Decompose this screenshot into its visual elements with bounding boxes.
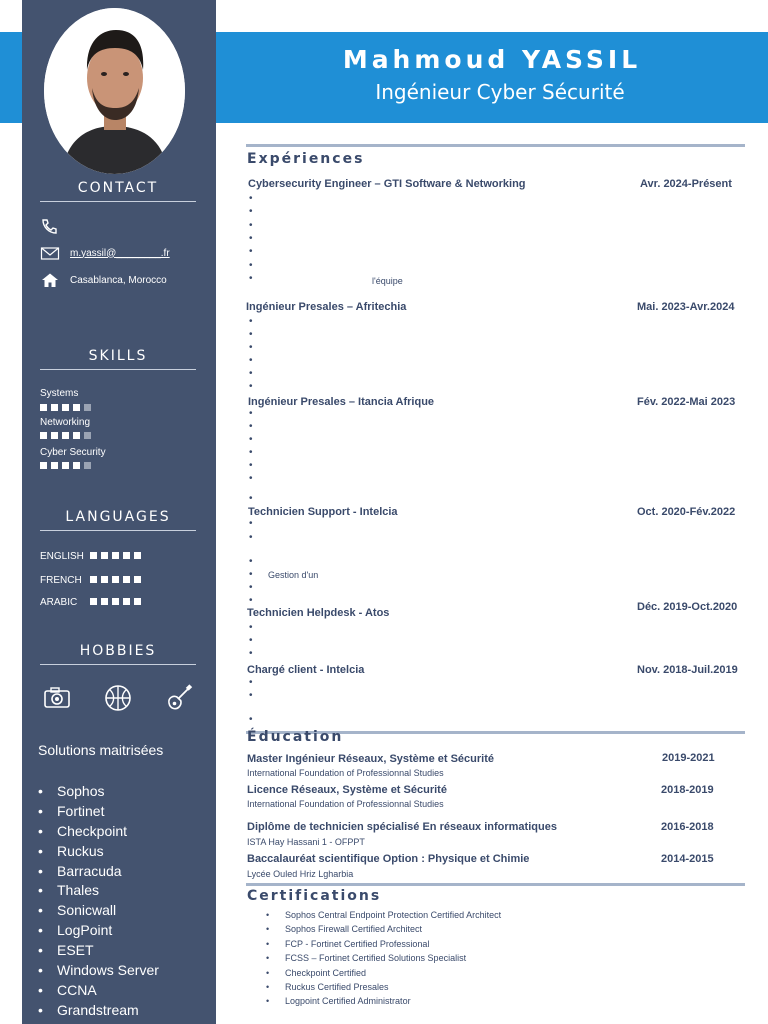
education-title: Diplôme de technicien spécialisé En réseaux informatiques xyxy=(247,821,557,833)
job-title: Chargé client - Intelcia xyxy=(247,664,365,676)
rating-dot xyxy=(51,462,58,469)
bullet: • xyxy=(249,493,253,504)
solution-item: • Sophos xyxy=(38,783,105,799)
bullet: • xyxy=(249,595,253,606)
rating-dot xyxy=(112,576,119,583)
job-date: Nov. 2018-Juil.2019 xyxy=(637,664,738,676)
job-title: Technicien Helpdesk - Atos xyxy=(247,607,390,619)
rating-dot xyxy=(62,432,69,439)
job-title: Technicien Support - Intelcia xyxy=(248,506,398,518)
language-label: ARABIC xyxy=(40,597,78,608)
education-title: Master Ingénieur Réseaux, Système et Sécurité xyxy=(247,753,494,765)
rating-dot xyxy=(84,432,91,439)
education-date: 2016-2018 xyxy=(661,821,714,833)
bullet: • xyxy=(249,220,253,231)
bullet: • xyxy=(249,246,253,257)
language-rating xyxy=(90,552,141,559)
bullet: • xyxy=(249,582,253,593)
education-date: 2018-2019 xyxy=(661,784,714,796)
rating-dot xyxy=(73,432,80,439)
language-label: FRENCH xyxy=(40,575,82,586)
rating-dot xyxy=(84,462,91,469)
solution-item: • Fortinet xyxy=(38,802,105,819)
languages-heading: LANGUAGES xyxy=(65,509,171,525)
bullet: • xyxy=(249,532,253,543)
certification-item: • Checkpoint Certified xyxy=(266,967,367,978)
solution-item: • Thales xyxy=(38,882,100,899)
solution-item: • ESET xyxy=(38,942,94,959)
rating-dot xyxy=(51,404,58,411)
bullet: • xyxy=(249,355,253,366)
job-date: Avr. 2024-Présent xyxy=(640,178,732,190)
rating-dot xyxy=(90,576,97,583)
solutions-title: Solutions maitrisées xyxy=(38,742,164,758)
solution-item: • LogPoint xyxy=(38,922,113,939)
home-icon xyxy=(40,272,62,288)
skill-label: Networking xyxy=(40,417,91,428)
bullet: • xyxy=(249,193,253,204)
bullet: • xyxy=(249,635,253,646)
certifications-rule xyxy=(246,883,745,886)
location-text: Casablanca, Morocco xyxy=(70,274,167,286)
certification-item: • Logpoint Certified Administrator xyxy=(266,996,411,1007)
bullet: • xyxy=(249,273,253,284)
mail-icon xyxy=(40,245,62,261)
job-date: Déc. 2019-Oct.2020 xyxy=(637,601,738,613)
solution-item: • Barracuda xyxy=(38,862,122,879)
education-date: 2019-2021 xyxy=(662,752,715,764)
skills-heading: SKILLS xyxy=(88,348,148,364)
solution-item: • Ruckus xyxy=(38,842,104,859)
rating-dot xyxy=(73,404,80,411)
education-school: International Foundation of Professionnal Studies xyxy=(247,799,444,809)
rating-dot xyxy=(101,576,108,583)
rating-dot xyxy=(134,576,141,583)
bullet: • xyxy=(249,690,253,701)
education-heading: Éducation xyxy=(247,729,344,745)
skill-rating xyxy=(40,404,91,411)
rating-dot xyxy=(123,552,130,559)
job-date: Oct. 2020-Fév.2022 xyxy=(637,506,736,518)
bullet: • xyxy=(249,316,253,327)
bullet: • xyxy=(249,648,253,659)
bullet: • xyxy=(249,434,253,445)
basketball-icon xyxy=(103,683,133,713)
hobbies-rule xyxy=(40,664,196,665)
sidebar xyxy=(22,0,216,1024)
rating-dot xyxy=(62,462,69,469)
solution-item: • Grandstream xyxy=(38,1001,139,1018)
rating-dot xyxy=(90,598,97,605)
candidate-title: Ingénieur Cyber Sécurité xyxy=(375,80,625,104)
bullet: • xyxy=(249,714,253,725)
languages-rule xyxy=(40,530,196,531)
contact-phone xyxy=(40,218,70,234)
bullet: • xyxy=(249,421,253,432)
profile-photo-illustration xyxy=(44,8,185,174)
bullet: • xyxy=(249,447,253,458)
job-date: Mai. 2023-Avr.2024 xyxy=(637,301,735,313)
bullet: • xyxy=(249,622,253,633)
bullet: • xyxy=(249,460,253,471)
solutions-list xyxy=(38,782,159,1021)
solution-item: • Sonicwall xyxy=(38,902,117,919)
skill-label: Cyber Security xyxy=(40,447,106,458)
rating-dot xyxy=(84,404,91,411)
bullet: • xyxy=(249,329,253,340)
rating-dot xyxy=(40,462,47,469)
certifications-list xyxy=(266,908,501,1009)
rating-dot xyxy=(62,404,69,411)
skill-label: Systems xyxy=(40,388,79,399)
contact-heading: CONTACT xyxy=(77,180,159,196)
job-date: Fév. 2022-Mai 2023 xyxy=(637,396,736,408)
bullet: • xyxy=(249,206,253,217)
education-school: International Foundation of Professionnal Studies xyxy=(247,768,444,778)
solution-item: • CCNA xyxy=(38,981,97,998)
education-school: ISTA Hay Hassani 1 - OFPPT xyxy=(247,837,365,847)
solution-item: • Checkpoint xyxy=(38,822,128,839)
bullet: • xyxy=(249,260,253,271)
experiences-heading: Expériences xyxy=(247,151,365,167)
rating-dot xyxy=(112,598,119,605)
phone-icon xyxy=(40,218,62,234)
certification-item: • FCSS – Fortinet Certified Solutions Specialist xyxy=(266,953,467,964)
profile-photo xyxy=(44,8,185,174)
bullet: • xyxy=(249,677,253,688)
language-rating xyxy=(90,598,141,605)
experiences-rule xyxy=(246,144,745,147)
education-title: Baccalauréat scientifique Option : Physique et Chimie xyxy=(247,853,530,865)
skill-rating xyxy=(40,432,91,439)
job-title: Ingénieur Presales – Afritechia xyxy=(246,301,407,313)
rating-dot xyxy=(134,598,141,605)
language-rating xyxy=(90,576,141,583)
education-school: Lycée Ouled Hriz Lgharbia xyxy=(247,869,354,879)
rating-dot xyxy=(40,404,47,411)
rating-dot xyxy=(123,598,130,605)
rating-dot xyxy=(51,432,58,439)
contact-email[interactable] xyxy=(40,245,170,261)
rating-dot xyxy=(40,432,47,439)
bullet: • xyxy=(249,368,253,379)
certification-item: • Sophos Firewall Certified Architect xyxy=(266,924,423,935)
rating-dot xyxy=(123,576,130,583)
contact-location xyxy=(40,272,167,288)
certifications-heading: Certifications xyxy=(247,888,382,904)
rating-dot xyxy=(112,552,119,559)
job-note: Gestion d'un xyxy=(268,570,319,580)
job-note: l'équipe xyxy=(372,276,403,286)
rating-dot xyxy=(101,552,108,559)
bullet: • xyxy=(249,473,253,484)
bullet: • xyxy=(249,342,253,353)
guitar-icon xyxy=(164,683,194,713)
hobbies-heading: HOBBIES xyxy=(79,643,157,659)
bullet: • xyxy=(249,408,253,419)
certification-item: • Ruckus Certified Presales xyxy=(266,981,389,992)
solution-item: • Windows Server xyxy=(38,962,159,979)
bullet: • xyxy=(249,381,253,392)
email-link[interactable]: m.yassil@________.fr xyxy=(70,247,170,259)
skill-rating xyxy=(40,462,91,469)
rating-dot xyxy=(90,552,97,559)
rating-dot xyxy=(134,552,141,559)
education-title: Licence Réseaux, Système et Sécurité xyxy=(247,784,447,796)
certification-item: • Sophos Central Endpoint Protection Certified Architect xyxy=(266,910,502,920)
skills-rule xyxy=(40,369,196,370)
camera-icon xyxy=(42,683,72,713)
job-title: Ingénieur Presales – Itancia Afrique xyxy=(248,396,435,408)
bullet: • xyxy=(249,233,253,244)
bullet: • xyxy=(249,518,253,529)
bullet: • xyxy=(249,569,253,580)
language-label: ENGLISH xyxy=(40,551,84,562)
certification-item: • FCP - Fortinet Certified Professional xyxy=(266,938,430,949)
contact-rule xyxy=(40,201,196,202)
rating-dot xyxy=(101,598,108,605)
education-date: 2014-2015 xyxy=(661,853,714,865)
bullet: • xyxy=(249,556,253,567)
candidate-name: Mahmoud YASSIL xyxy=(342,45,642,74)
rating-dot xyxy=(73,462,80,469)
job-title: Cybersecurity Engineer – GTI Software & Networking xyxy=(248,178,526,190)
